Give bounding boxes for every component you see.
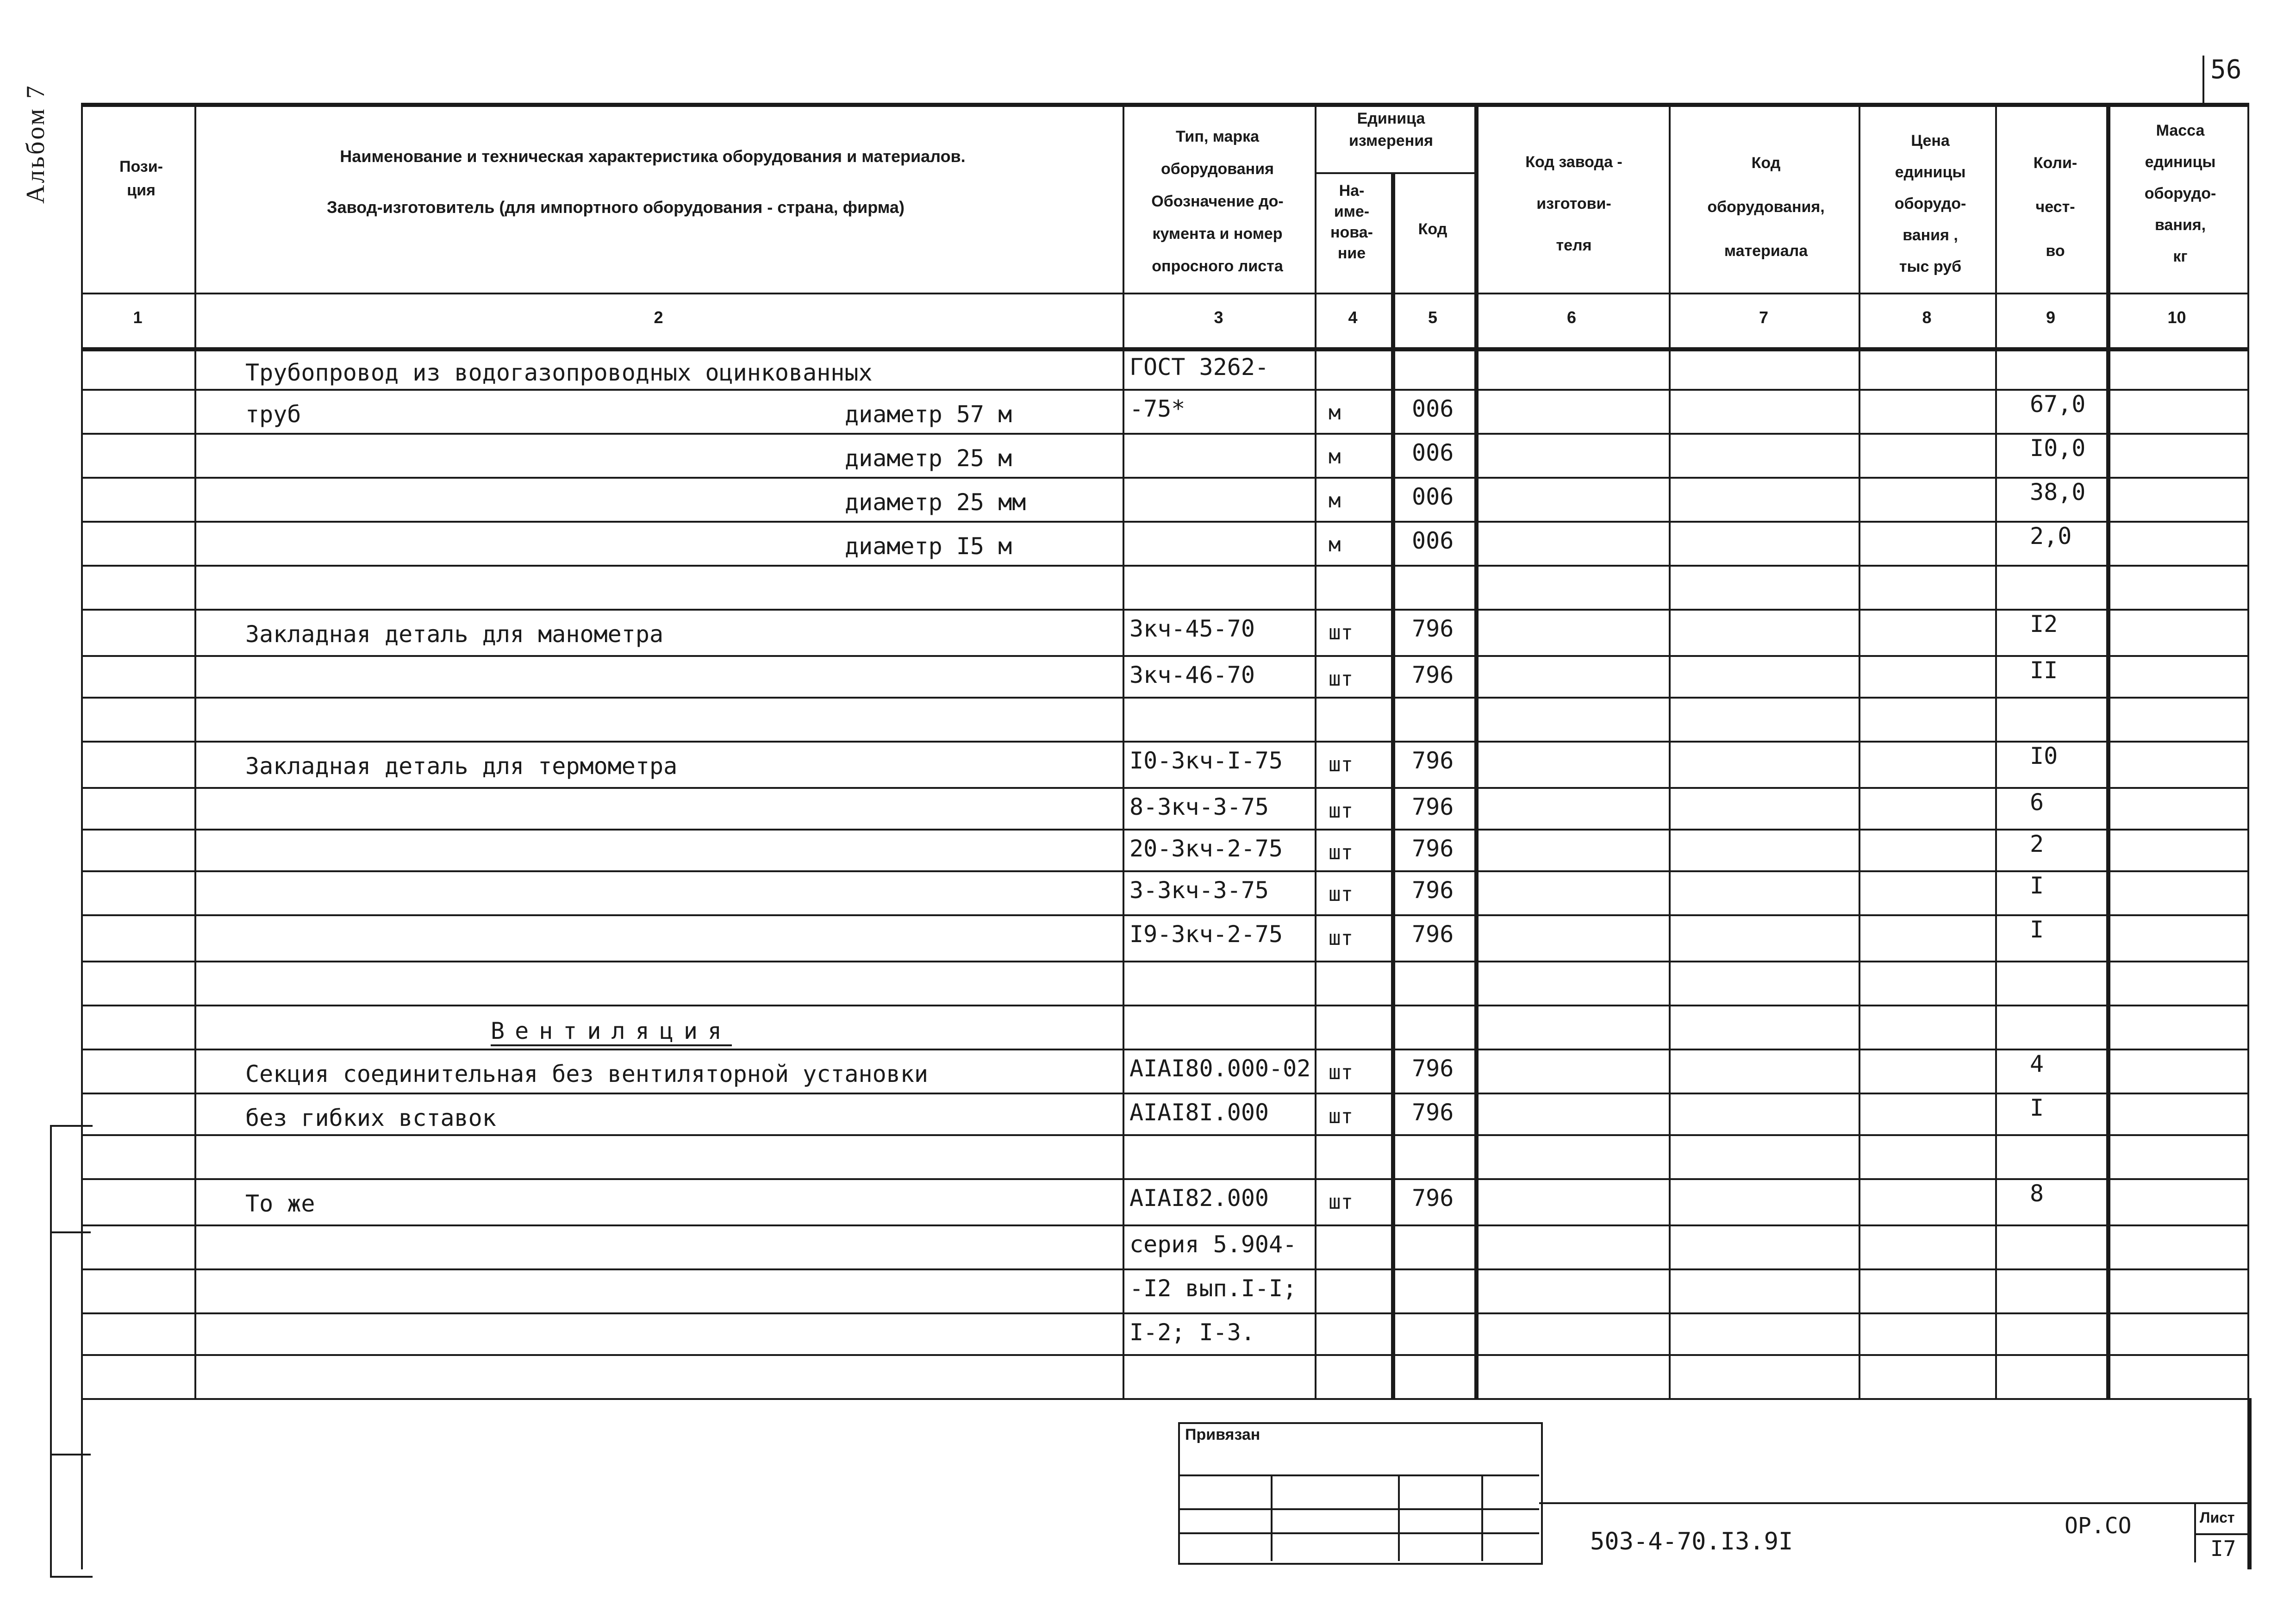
row-type: AIAI80.000-02 <box>1129 1055 1311 1082</box>
numbers-bottom-border <box>81 347 2247 351</box>
stamp-sheet-number: I7 <box>2210 1536 2236 1561</box>
column-number: 3 <box>1214 308 1223 327</box>
column-line <box>1123 103 1124 1398</box>
row-unit: шт <box>1329 621 1353 644</box>
row-quantity: I <box>2030 1094 2044 1121</box>
column-line <box>1995 103 1997 1398</box>
row-sub: диаметр I5 м <box>845 533 1012 560</box>
row-type: -75* <box>1129 395 1185 422</box>
row-type: 3-Зкч-3-75 <box>1129 877 1269 904</box>
row-name: То же <box>245 1190 315 1217</box>
row-quantity: I0,0 <box>2030 435 2086 462</box>
row-unit: м <box>1329 533 1341 556</box>
row-unit: м <box>1329 489 1341 512</box>
row-name: Закладная деталь для термометра <box>245 753 678 780</box>
column-number: 2 <box>654 308 663 327</box>
row-quantity: 8 <box>2030 1180 2044 1207</box>
row-code: 796 <box>1412 1099 1454 1126</box>
row-code: 796 <box>1412 877 1454 904</box>
header-unit-name: На- име- нова- ние <box>1330 182 1373 262</box>
row-name: Секция соединительная без вентиляторной установки <box>245 1061 929 1087</box>
row-unit: шт <box>1329 753 1353 776</box>
row-quantity: 38,0 <box>2030 479 2086 506</box>
row-quantity: I2 <box>2030 611 2058 637</box>
row-code: 796 <box>1412 615 1454 642</box>
row-line <box>81 829 2247 831</box>
row-line <box>81 433 2247 435</box>
header-bottom-border <box>81 293 2247 294</box>
stamp-sheet-label: Лист <box>2200 1509 2235 1526</box>
column-number: 8 <box>1922 308 1932 327</box>
row-unit: м <box>1329 401 1341 425</box>
column-line <box>194 103 196 1398</box>
column-line <box>81 103 83 1398</box>
section-title: Вентиляция <box>491 1018 732 1044</box>
row-quantity: 2 <box>2030 831 2044 857</box>
row-name: Закладная деталь для манометра <box>245 621 664 648</box>
row-code: 006 <box>1412 439 1454 466</box>
left-margin-stamp <box>50 1125 93 1578</box>
row-sub: диаметр 57 м <box>845 401 1012 428</box>
table-top-border <box>81 103 2247 107</box>
row-quantity: 67,0 <box>2030 391 2086 418</box>
row-line <box>81 521 2247 523</box>
column-line <box>1859 103 1860 1398</box>
header-name-1: Наименование и техническая характеристика оборудования и материалов. <box>340 147 966 166</box>
header-position-text: Пози- ция <box>119 158 163 199</box>
row-line <box>81 1049 2247 1050</box>
row-sub: диаметр 25 м <box>845 445 1012 472</box>
row-unit: шт <box>1329 1105 1353 1128</box>
row-code: 796 <box>1412 747 1454 774</box>
row-line <box>81 1093 2247 1094</box>
row-line <box>81 961 2247 962</box>
row-code: 006 <box>1412 483 1454 510</box>
row-type: 8-Зкч-3-75 <box>1129 793 1269 820</box>
column-number: 6 <box>1566 308 1577 327</box>
row-type: ГОСТ 3262- <box>1129 354 1269 381</box>
row-code: 796 <box>1412 921 1454 948</box>
header-position <box>88 155 194 202</box>
row-type: I0-Зкч-I-75 <box>1129 747 1283 774</box>
row-line <box>81 565 2247 567</box>
row-type: I-2; I-3. <box>1129 1319 1255 1346</box>
row-line <box>81 1268 2247 1270</box>
row-unit: шт <box>1329 1190 1353 1214</box>
stamp-doc-code: 503-4-70.I3.9I <box>1590 1528 1793 1555</box>
row-type: серия 5.904- <box>1129 1231 1297 1258</box>
header-name-2: Завод-изготовитель (для импортного оборудования - страна, фирма) <box>327 198 905 217</box>
row-quantity: I0 <box>2030 743 2058 769</box>
row-sub: диаметр 25 мм <box>845 489 1026 516</box>
row-line <box>81 697 2247 699</box>
album-label: Альбом 7 <box>21 84 50 204</box>
column-line <box>1474 103 1479 1398</box>
row-type: I9-Зкч-2-75 <box>1129 921 1283 948</box>
column-number: 1 <box>133 308 143 327</box>
column-line <box>1315 103 1316 1398</box>
column-number: 9 <box>2046 308 2056 327</box>
row-unit: шт <box>1329 1061 1353 1084</box>
row-unit: шт <box>1329 926 1353 950</box>
header-quantity: Коли- чест- во <box>2033 154 2078 260</box>
column-number: 4 <box>1348 308 1358 327</box>
row-line <box>81 477 2247 479</box>
column-number: 7 <box>1759 308 1769 327</box>
stamp-mark: ОР.СО <box>2065 1513 2132 1539</box>
row-code: 006 <box>1412 527 1454 554</box>
row-line <box>81 1224 2247 1226</box>
frame-right <box>2247 1398 2252 1569</box>
row-code: 796 <box>1412 793 1454 820</box>
column-line <box>1391 172 1395 1398</box>
frame-left <box>81 1398 83 1569</box>
row-code: 796 <box>1412 1055 1454 1082</box>
row-code: 796 <box>1412 662 1454 688</box>
row-type: AIAI82.000 <box>1129 1185 1269 1212</box>
row-type: Зкч-46-70 <box>1129 662 1255 688</box>
row-type: 20-Зкч-2-75 <box>1129 835 1283 862</box>
page-number-tick <box>2202 56 2204 106</box>
row-type: -I2 вып.I-I; <box>1129 1275 1297 1302</box>
row-line <box>81 870 2247 872</box>
header-unit-code: Код <box>1418 220 1447 238</box>
row-name: труб <box>245 401 301 428</box>
header-factory-code: Код завода - изготови- теля <box>1525 153 1622 254</box>
row-line <box>81 389 2247 391</box>
column-line <box>2106 103 2110 1398</box>
header-mass: Масса единицы оборудо- вания, кг <box>2144 122 2216 265</box>
row-name: Трубопровод из водогазопроводных оцинкованных <box>245 359 873 386</box>
row-line <box>81 787 2247 789</box>
row-unit: шт <box>1329 841 1353 864</box>
row-unit: шт <box>1329 799 1353 823</box>
column-number: 5 <box>1428 308 1438 327</box>
column-number: 10 <box>2167 308 2186 327</box>
row-code: 796 <box>1412 1185 1454 1212</box>
row-line <box>81 1398 2247 1400</box>
header-unit-group: Единица измерения <box>1349 110 1433 150</box>
header-type: Тип, марка оборудования Обозначение до- кумента и номер опросного листа <box>1151 128 1284 275</box>
row-line <box>81 914 2247 916</box>
row-type: AIAI8I.000 <box>1129 1099 1269 1126</box>
header-equipment-code: Код оборудования, материала <box>1707 154 1825 260</box>
row-line <box>81 1312 2247 1314</box>
column-line <box>1669 103 1671 1398</box>
row-code: 006 <box>1412 395 1454 422</box>
row-line <box>81 1005 2247 1006</box>
header-price: Цена единицы оборудо- вания , тыс руб <box>1894 132 1966 275</box>
row-line <box>81 1354 2247 1356</box>
row-quantity: 6 <box>2030 789 2044 816</box>
stamp-privyazan: Привязан <box>1185 1426 1260 1443</box>
row-line <box>81 655 2247 657</box>
row-quantity: II <box>2030 657 2058 684</box>
row-name: без гибких вставок <box>245 1105 496 1131</box>
row-quantity: 4 <box>2030 1050 2044 1077</box>
row-line <box>81 609 2247 611</box>
page-number: 56 <box>2210 55 2242 85</box>
row-unit: м <box>1329 445 1341 468</box>
row-quantity: I <box>2030 916 2044 943</box>
row-quantity: 2,0 <box>2030 523 2072 550</box>
row-quantity: I <box>2030 872 2044 899</box>
row-unit: шт <box>1329 882 1353 906</box>
row-unit: шт <box>1329 667 1353 691</box>
column-line <box>2247 103 2249 1398</box>
row-line <box>81 1178 2247 1180</box>
row-type: Зкч-45-70 <box>1129 615 1255 642</box>
row-code: 796 <box>1412 835 1454 862</box>
row-line <box>81 741 2247 743</box>
row-line <box>81 1134 2247 1136</box>
